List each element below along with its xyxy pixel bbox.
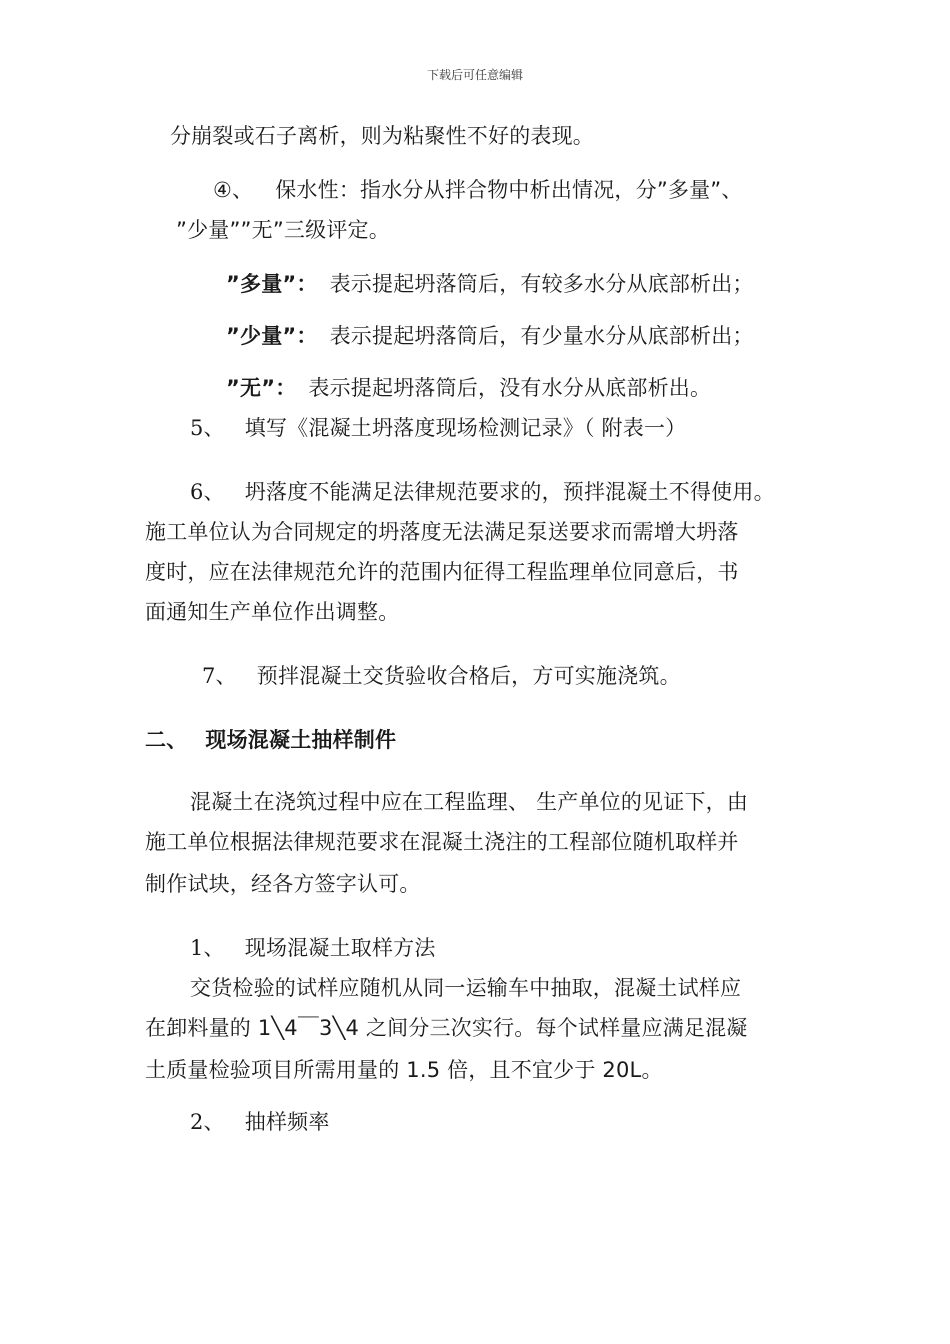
paragraph-line: 在卸料量的 1╲4￣3╲4 之间分三次实行。每个试样量应满足混凝 (145, 1016, 748, 1040)
page-header: 下载后可任意编辑 (426, 68, 523, 82)
subsection-number: 2、 (190, 1110, 225, 1134)
section-number: 二、 (145, 728, 188, 752)
paragraph-line: 混凝土在浇筑过程中应在工程监理、 生产单位的见证下，由 (190, 790, 749, 814)
list-item (202, 662, 681, 690)
paragraph-line: 面通知生产单位作出调整。 (145, 600, 400, 624)
list-number: 5、 (190, 416, 225, 440)
definition-line (226, 322, 754, 350)
list-item (190, 414, 686, 442)
definition-term: ”少量”： (226, 324, 318, 348)
definition-line (226, 270, 754, 298)
list-item (190, 478, 775, 506)
subsection-heading (190, 1108, 330, 1136)
list-item-text: 坍落度不能满足法律规范要求的，预拌混凝土不得使用。 (244, 480, 775, 504)
subsection-number: 1、 (190, 936, 225, 960)
definition-term: ”多量”： (226, 272, 318, 296)
paragraph-line (213, 176, 743, 204)
definition-text: 表示提起坍落筒后，有少量水分从底部析出； (329, 324, 754, 348)
list-marker: ④、 (213, 178, 254, 202)
subsection-title: 抽样频率 (244, 1110, 330, 1134)
subsection-title: 现场混凝土取样方法 (244, 936, 436, 960)
paragraph-line: ”少量””无”三级评定。 (176, 218, 390, 242)
list-item-text: 预拌混凝土交货验收合格后，方可实施浇筑。 (256, 664, 681, 688)
paragraph-line: 度时，应在法律规范允许的范围内征得工程监理单位同意后，书 (145, 560, 739, 584)
paragraph-line: 施工单位根据法律规范要求在混凝土浇注的工程部位随机取样并 (145, 830, 739, 854)
paragraph-line: 交货检验的试样应随机从同一运输车中抽取，混凝土试样应 (190, 976, 742, 1000)
list-item-text: 保水性：指水分从拌合物中析出情况，分”多量”、 (275, 178, 743, 202)
section-heading (145, 726, 396, 754)
section-title: 现场混凝土抽样制件 (205, 728, 397, 752)
subsection-heading (190, 934, 436, 962)
definition-text: 表示提起坍落筒后，有较多水分从底部析出； (329, 272, 754, 296)
paragraph-line: 施工单位认为合同规定的坍落度无法满足泵送要求而需增大坍落 (145, 520, 739, 544)
list-number: 6、 (190, 480, 225, 504)
definition-line (226, 374, 711, 402)
definition-text: 表示提起坍落筒后，没有水分从底部析出。 (308, 376, 712, 400)
paragraph-line: 分崩裂或石子离析，则为粘聚性不好的表现。 (170, 124, 594, 148)
definition-term: ”无”： (226, 376, 297, 400)
list-number: 7、 (202, 664, 237, 688)
paragraph-line: 土质量检验项目所需用量的 1.5 倍，且不宜少于 20L。 (145, 1058, 663, 1082)
list-item-text: 填写《混凝土坍落度现场检测记录》（ 附表一） (244, 416, 687, 440)
paragraph-line: 制作试块，经各方签字认可。 (145, 872, 421, 896)
